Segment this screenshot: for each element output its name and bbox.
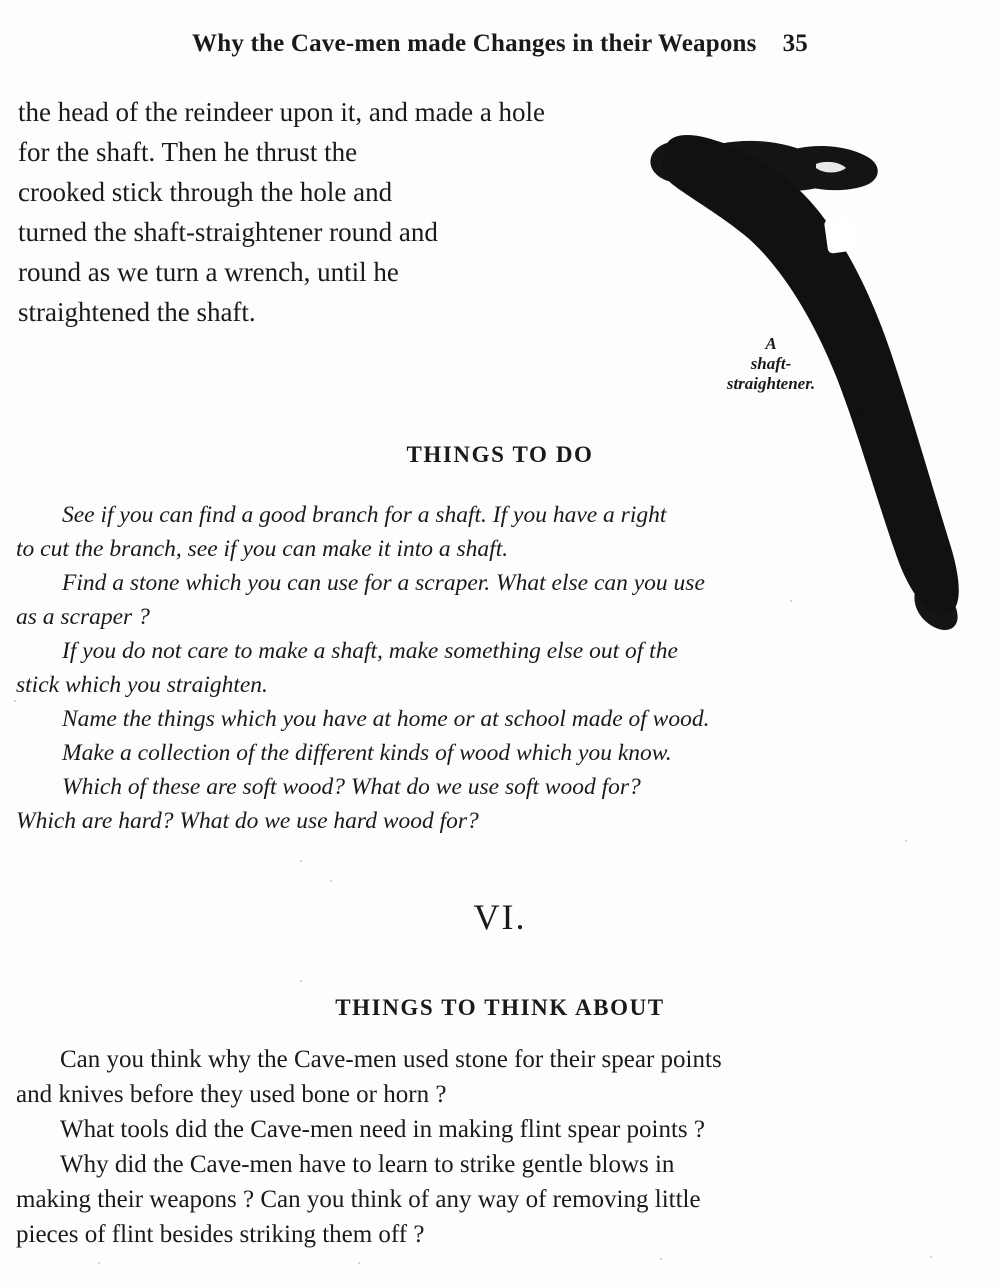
paper-speckle [905,840,907,842]
chapter-number: VI. [473,897,527,937]
things-to-think-about-heading: THINGS TO THINK ABOUT [335,995,665,1020]
paper-speckle [330,880,332,882]
body-line: for the shaft. Then he thrust the [18,137,358,167]
running-head-title: Why the Cave-men made Changes in their Weapons [192,30,757,57]
question-line: pieces of flint besides striking them off ? [16,1221,425,1248]
things-to-do-heading: THINGS TO DO [406,442,594,467]
things-to-do-list [16,498,900,838]
activity-line: Name the things which you have at home or at school made of wood. [62,706,710,732]
activity-line: as a scraper ? [16,604,150,630]
body-line: turned the shaft-straightener round and [18,217,438,247]
body-line: the head of the reindeer upon it, and made a hole [18,97,546,127]
body-line: crooked stick through the hole and [18,177,393,207]
activity-line: Find a stone which you can use for a scraper. What else can you use [62,570,705,596]
caption-line: A [765,334,777,353]
question-line: making their weapons ? Can you think of any way of removing little [16,1186,701,1213]
body-paragraph [18,92,678,332]
question-line: What tools did the Cave-men need in making flint spear points ? [60,1116,705,1143]
body-line: straightened the shaft. [18,297,256,327]
activity-line: If you do not care to make a shaft, make something else out of the [62,638,678,664]
running-head [0,30,1000,58]
illustration-caption [686,334,856,394]
activity-line: Which are hard? What do we use hard wood for? [16,808,479,834]
question-line: and knives before they used bone or horn ? [16,1081,447,1108]
activity-line: to cut the branch, see if you can make it into a shaft. [16,536,509,562]
paper-speckle [98,1262,100,1264]
paper-speckle [358,1262,360,1264]
caption-line: straightener. [726,374,816,393]
activity-line: See if you can find a good branch for a shaft. If you have a right [62,502,667,528]
paper-speckle [300,980,302,982]
page-number: 35 [782,30,808,57]
things-to-think-about-list [16,1042,900,1252]
paper-speckle [14,700,16,702]
caption-line: shaft- [750,354,792,373]
paper-speckle [300,860,302,862]
activity-line: stick which you straighten. [16,672,268,698]
paper-speckle [660,1258,662,1260]
body-line: round as we turn a wrench, until he [18,257,399,287]
paper-speckle [930,1256,932,1258]
activity-line: Make a collection of the different kinds of wood which you know. [62,740,672,766]
activity-line: Which of these are soft wood? What do we use soft wood for? [62,774,641,800]
paper-speckle [790,600,792,602]
question-line: Can you think why the Cave-men used stone for their spear points [60,1046,722,1073]
question-line: Why did the Cave-men have to learn to strike gentle blows in [60,1151,675,1178]
